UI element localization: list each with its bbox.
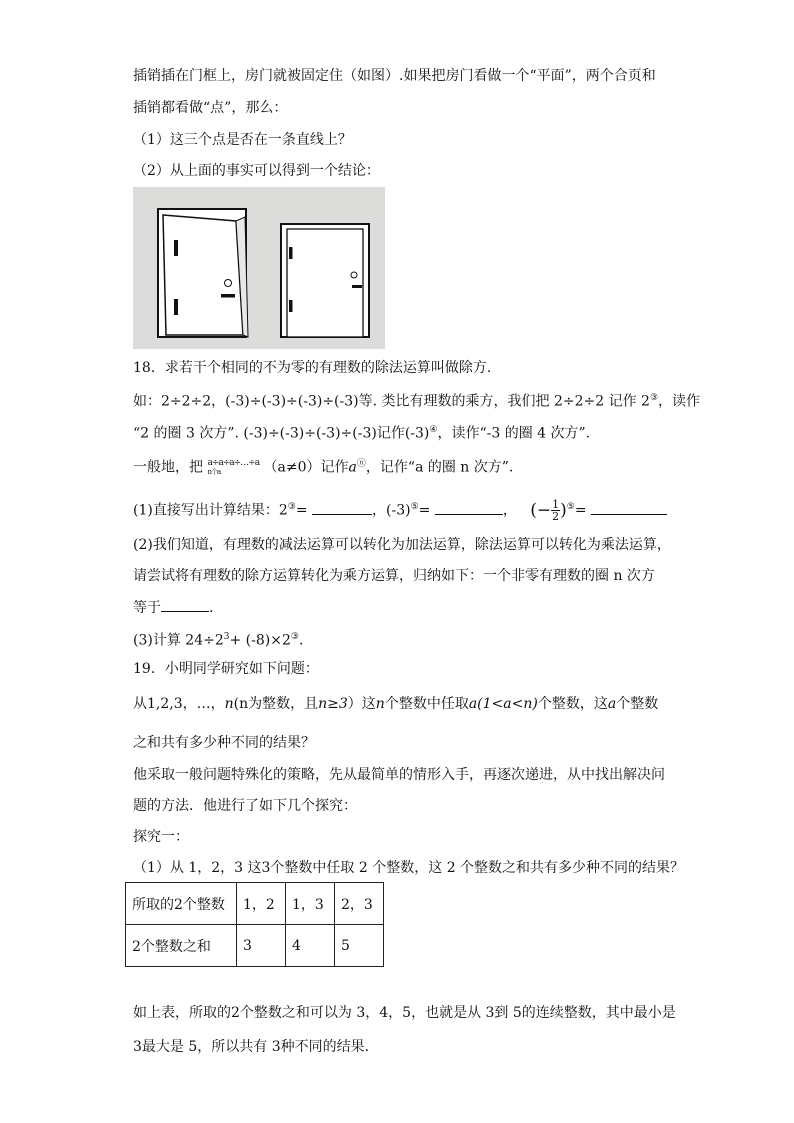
explore-1-heading: 探究一： [133, 829, 189, 845]
q19-problem-line-1: 从1,2,3，…，n(n为整数，且n≥3）这n个整数中任取a(1<a<n)个整数，这a个整数 [133, 696, 659, 712]
table-cell: 1，3 [286, 883, 335, 925]
table-cell: 所取的2个整数 [126, 883, 237, 925]
table-cell: 3 [237, 925, 286, 967]
q19-strategy-line-2: 题的方法．他进行了如下几个探究： [133, 798, 357, 814]
q18-part-2-line-2: 请尝试将有理数的除方运算转化为乘方运算，归纳如下：一个非零有理数的圈 n 次方 [133, 568, 655, 584]
explore-1-question: （1）从 1，2，3 这3个整数中任取 2 个整数，这 2 个整数之和共有多少种不同的结果？ [133, 860, 685, 876]
table-row [126, 925, 384, 967]
question-2: （2）从上面的事实可以得到一个结论： [133, 163, 380, 179]
intro-line-2: 插销都看做“点”，那么： [133, 100, 288, 116]
answer-blank-3[interactable] [591, 500, 667, 515]
conclusion-line-2: 3最大是 5，所以共有 3种不同的结果． [133, 1039, 379, 1055]
table-cell: 2个整数之和 [126, 925, 237, 967]
question-1: （1）这三个点是否在一条直线上？ [133, 132, 352, 148]
table-row [126, 883, 384, 925]
q19-problem-line-2: 之和共有多少种不同的结果？ [133, 735, 315, 751]
q18-part-3: (3)计算 $24\div 2^3+ (-8)\times 2^③$. [133, 632, 304, 649]
q19-strategy-line-1: 他采取一般问题特殊化的策略，先从最简单的情形入手，再逐次递进，从中找出解决问 [133, 767, 665, 783]
q18-example-line-2: “2 的圈 3 次方”. (-3)÷(-3)÷(-3)÷(-3)记作(-3)④，读作“-3 的圈 4 次方”. [133, 425, 591, 442]
table-cell: 2，3 [335, 883, 384, 925]
answer-blank-4[interactable] [161, 597, 209, 612]
conclusion-line-1: 如上表，所取的2个整数之和可以为 3，4，5，也就是从 3到 5的连续整数，其中最小是 [133, 1005, 676, 1021]
q19-title: 19．小明同学研究如下问题： [133, 661, 319, 677]
q18-part-2-line-1: (2)我们知道，有理数的减法运算可以转化为加法运算，除法运算可以转化为乘法运算， [133, 537, 671, 553]
q18-general-definition: 一般地，把 a÷a÷a÷…÷a n个a （a≠0）记作aⓝ，记作“a 的圈 n 次方”. [133, 457, 514, 476]
q18-title: 18．求若干个相同的不为零的有理数的除法运算叫做除方. [133, 360, 492, 376]
q18-part-1: (1)直接写出计算结果：2③= ，(-3)⑤= ， (− $\frac{1}{2}$ )⑤= [133, 497, 667, 522]
answer-blank-2[interactable] [435, 500, 503, 515]
fraction-one-half: $\frac{1}{2}$ [552, 498, 560, 524]
sum-results-table [125, 882, 384, 967]
table-cell: 5 [335, 925, 384, 967]
table-cell: 1，2 [237, 883, 286, 925]
intro-line-1: 插销插在门框上，房门就被固定住（如图）.如果把房门看做一个“平面”，两个合页和 [133, 68, 656, 84]
table-cell: 4 [286, 925, 335, 967]
answer-blank-1[interactable] [312, 500, 372, 515]
q18-part-2-line-3: 等于 . [133, 597, 213, 618]
q18-example-line-1: 如：2÷2÷2，(-3)÷(-3)÷(-3)÷(-3)等. 类比有理数的乘方，我们把 2÷2÷2 记作 2③，读作 [133, 393, 701, 410]
door-illustration [133, 187, 385, 349]
repeated-division-expression: a÷a÷a÷…÷a n个a [207, 457, 260, 476]
